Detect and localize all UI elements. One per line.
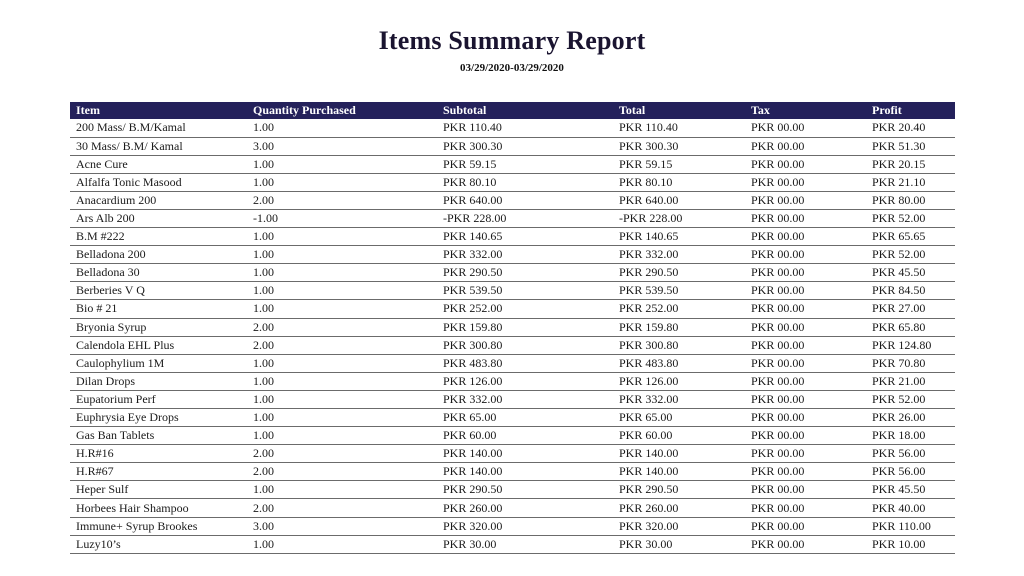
- cell-subtotal: PKR 260.00: [437, 499, 613, 517]
- table-row: [70, 264, 955, 282]
- cell-quantity: 1.00: [247, 264, 437, 282]
- cell-tax: PKR 00.00: [745, 499, 866, 517]
- cell-total: PKR 140.65: [613, 228, 745, 246]
- cell-item: Acne Cure: [70, 155, 247, 173]
- cell-subtotal: PKR 640.00: [437, 191, 613, 209]
- cell-quantity: 1.00: [247, 427, 437, 445]
- cell-quantity: 2.00: [247, 499, 437, 517]
- cell-item: B.M #222: [70, 228, 247, 246]
- cell-subtotal: PKR 140.00: [437, 445, 613, 463]
- cell-profit: PKR 45.50: [866, 481, 955, 499]
- cell-subtotal: PKR 110.40: [437, 119, 613, 137]
- cell-subtotal: PKR 320.00: [437, 517, 613, 535]
- cell-quantity: 1.00: [247, 246, 437, 264]
- cell-tax: PKR 00.00: [745, 228, 866, 246]
- cell-subtotal: PKR 140.00: [437, 463, 613, 481]
- cell-item: Ars Alb 200: [70, 209, 247, 227]
- cell-quantity: 1.00: [247, 390, 437, 408]
- cell-quantity: 1.00: [247, 173, 437, 191]
- cell-quantity: 2.00: [247, 318, 437, 336]
- cell-item: Bryonia Syrup: [70, 318, 247, 336]
- cell-total: PKR 30.00: [613, 535, 745, 553]
- cell-subtotal: PKR 126.00: [437, 372, 613, 390]
- table-row: [70, 137, 955, 155]
- items-summary-table: [70, 102, 955, 554]
- cell-profit: PKR 52.00: [866, 390, 955, 408]
- table-row: [70, 228, 955, 246]
- cell-profit: PKR 56.00: [866, 463, 955, 481]
- column-header-subtotal: Subtotal: [443, 103, 487, 117]
- table-row: [70, 390, 955, 408]
- column-header-profit: Profit: [872, 103, 902, 117]
- cell-total: PKR 332.00: [613, 246, 745, 264]
- column-header-quantity-purchased: Quantity Purchased: [253, 103, 356, 117]
- cell-subtotal: PKR 252.00: [437, 300, 613, 318]
- cell-item: Berberies V Q: [70, 282, 247, 300]
- cell-subtotal: PKR 59.15: [437, 155, 613, 173]
- table-row: [70, 119, 955, 137]
- table-row: [70, 409, 955, 427]
- cell-tax: PKR 00.00: [745, 137, 866, 155]
- report-date-range: 03/29/2020-03/29/2020: [460, 62, 564, 74]
- cell-item: Belladona 200: [70, 246, 247, 264]
- cell-total: PKR 140.00: [613, 445, 745, 463]
- table-row: [70, 354, 955, 372]
- cell-tax: PKR 00.00: [745, 427, 866, 445]
- cell-quantity: 2.00: [247, 336, 437, 354]
- cell-tax: PKR 00.00: [745, 282, 866, 300]
- cell-quantity: 3.00: [247, 517, 437, 535]
- cell-profit: PKR 80.00: [866, 191, 955, 209]
- cell-tax: PKR 00.00: [745, 390, 866, 408]
- cell-total: PKR 252.00: [613, 300, 745, 318]
- cell-item: Luzy10’s: [70, 535, 247, 553]
- table-row: [70, 300, 955, 318]
- table-header-row: [70, 102, 955, 119]
- cell-item: 200 Mass/ B.M/Kamal: [70, 119, 247, 137]
- cell-total: PKR 260.00: [613, 499, 745, 517]
- table-row: [70, 209, 955, 227]
- cell-item: Alfalfa Tonic Masood: [70, 173, 247, 191]
- cell-profit: PKR 52.00: [866, 246, 955, 264]
- cell-profit: PKR 45.50: [866, 264, 955, 282]
- cell-tax: PKR 00.00: [745, 535, 866, 553]
- table-row: [70, 372, 955, 390]
- cell-tax: PKR 00.00: [745, 209, 866, 227]
- table-row: [70, 517, 955, 535]
- cell-tax: PKR 00.00: [745, 300, 866, 318]
- cell-profit: PKR 110.00: [866, 517, 955, 535]
- table-row: [70, 246, 955, 264]
- cell-quantity: 1.00: [247, 354, 437, 372]
- cell-profit: PKR 56.00: [866, 445, 955, 463]
- cell-profit: PKR 52.00: [866, 209, 955, 227]
- cell-item: Anacardium 200: [70, 191, 247, 209]
- cell-total: PKR 60.00: [613, 427, 745, 445]
- cell-quantity: 2.00: [247, 445, 437, 463]
- cell-subtotal: PKR 539.50: [437, 282, 613, 300]
- cell-item: Gas Ban Tablets: [70, 427, 247, 445]
- cell-tax: PKR 00.00: [745, 409, 866, 427]
- cell-item: Belladona 30: [70, 264, 247, 282]
- cell-item: 30 Mass/ B.M/ Kamal: [70, 137, 247, 155]
- cell-item: Eupatorium Perf: [70, 390, 247, 408]
- cell-total: PKR 59.15: [613, 155, 745, 173]
- cell-quantity: 3.00: [247, 137, 437, 155]
- cell-quantity: 2.00: [247, 191, 437, 209]
- cell-tax: PKR 00.00: [745, 463, 866, 481]
- cell-quantity: 1.00: [247, 228, 437, 246]
- cell-subtotal: PKR 300.30: [437, 137, 613, 155]
- cell-quantity: 1.00: [247, 535, 437, 553]
- cell-subtotal: PKR 290.50: [437, 264, 613, 282]
- table-row: [70, 318, 955, 336]
- cell-profit: PKR 40.00: [866, 499, 955, 517]
- cell-quantity: 1.00: [247, 300, 437, 318]
- cell-total: PKR 320.00: [613, 517, 745, 535]
- table-row: [70, 427, 955, 445]
- column-header-tax: Tax: [751, 103, 770, 117]
- cell-profit: PKR 18.00: [866, 427, 955, 445]
- cell-tax: PKR 00.00: [745, 173, 866, 191]
- table-row: [70, 445, 955, 463]
- cell-subtotal: PKR 483.80: [437, 354, 613, 372]
- cell-tax: PKR 00.00: [745, 445, 866, 463]
- cell-tax: PKR 00.00: [745, 372, 866, 390]
- table-row: [70, 191, 955, 209]
- items-summary-table-container: [70, 102, 955, 554]
- cell-subtotal: -PKR 228.00: [437, 209, 613, 227]
- cell-tax: PKR 00.00: [745, 155, 866, 173]
- cell-tax: PKR 00.00: [745, 191, 866, 209]
- table-row: [70, 481, 955, 499]
- cell-subtotal: PKR 30.00: [437, 535, 613, 553]
- cell-total: PKR 80.10: [613, 173, 745, 191]
- table-row: [70, 282, 955, 300]
- table-row: [70, 173, 955, 191]
- cell-item: H.R#67: [70, 463, 247, 481]
- cell-item: Horbees Hair Shampoo: [70, 499, 247, 517]
- cell-total: -PKR 228.00: [613, 209, 745, 227]
- cell-total: PKR 159.80: [613, 318, 745, 336]
- cell-profit: PKR 20.40: [866, 119, 955, 137]
- cell-tax: PKR 00.00: [745, 119, 866, 137]
- cell-quantity: 1.00: [247, 282, 437, 300]
- cell-item: Bio # 21: [70, 300, 247, 318]
- cell-item: Dilan Drops: [70, 372, 247, 390]
- cell-tax: PKR 00.00: [745, 336, 866, 354]
- cell-total: PKR 539.50: [613, 282, 745, 300]
- cell-profit: PKR 26.00: [866, 409, 955, 427]
- cell-tax: PKR 00.00: [745, 481, 866, 499]
- cell-item: Heper Sulf: [70, 481, 247, 499]
- cell-total: PKR 110.40: [613, 119, 745, 137]
- cell-profit: PKR 65.65: [866, 228, 955, 246]
- cell-profit: PKR 84.50: [866, 282, 955, 300]
- cell-total: PKR 300.80: [613, 336, 745, 354]
- cell-quantity: 1.00: [247, 119, 437, 137]
- cell-profit: PKR 20.15: [866, 155, 955, 173]
- cell-total: PKR 332.00: [613, 390, 745, 408]
- cell-quantity: 1.00: [247, 481, 437, 499]
- cell-total: PKR 300.30: [613, 137, 745, 155]
- cell-subtotal: PKR 159.80: [437, 318, 613, 336]
- report-title: Items Summary Report: [378, 26, 646, 55]
- cell-subtotal: PKR 60.00: [437, 427, 613, 445]
- cell-quantity: 1.00: [247, 372, 437, 390]
- cell-total: PKR 640.00: [613, 191, 745, 209]
- table-row: [70, 155, 955, 173]
- column-header-item: Item: [76, 103, 100, 117]
- cell-total: PKR 140.00: [613, 463, 745, 481]
- cell-subtotal: PKR 140.65: [437, 228, 613, 246]
- cell-subtotal: PKR 300.80: [437, 336, 613, 354]
- cell-quantity: 1.00: [247, 409, 437, 427]
- cell-quantity: 1.00: [247, 155, 437, 173]
- cell-tax: PKR 00.00: [745, 318, 866, 336]
- cell-total: PKR 290.50: [613, 481, 745, 499]
- cell-item: Euphrysia Eye Drops: [70, 409, 247, 427]
- cell-total: PKR 290.50: [613, 264, 745, 282]
- cell-profit: PKR 124.80: [866, 336, 955, 354]
- table-body: [70, 119, 955, 553]
- cell-tax: PKR 00.00: [745, 264, 866, 282]
- cell-subtotal: PKR 290.50: [437, 481, 613, 499]
- cell-profit: PKR 51.30: [866, 137, 955, 155]
- cell-profit: PKR 21.00: [866, 372, 955, 390]
- cell-tax: PKR 00.00: [745, 354, 866, 372]
- cell-item: Calendola EHL Plus: [70, 336, 247, 354]
- cell-subtotal: PKR 332.00: [437, 390, 613, 408]
- cell-profit: PKR 21.10: [866, 173, 955, 191]
- table-row: [70, 463, 955, 481]
- cell-quantity: -1.00: [247, 209, 437, 227]
- cell-profit: PKR 70.80: [866, 354, 955, 372]
- cell-tax: PKR 00.00: [745, 517, 866, 535]
- cell-profit: PKR 65.80: [866, 318, 955, 336]
- table-row: [70, 499, 955, 517]
- cell-total: PKR 126.00: [613, 372, 745, 390]
- cell-total: PKR 483.80: [613, 354, 745, 372]
- table-row: [70, 336, 955, 354]
- column-header-total: Total: [619, 103, 646, 117]
- cell-profit: PKR 10.00: [866, 535, 955, 553]
- cell-tax: PKR 00.00: [745, 246, 866, 264]
- cell-item: H.R#16: [70, 445, 247, 463]
- cell-subtotal: PKR 65.00: [437, 409, 613, 427]
- cell-item: Immune+ Syrup Brookes: [70, 517, 247, 535]
- cell-profit: PKR 27.00: [866, 300, 955, 318]
- table-row: [70, 535, 955, 553]
- cell-item: Caulophylium 1M: [70, 354, 247, 372]
- cell-quantity: 2.00: [247, 463, 437, 481]
- cell-total: PKR 65.00: [613, 409, 745, 427]
- cell-subtotal: PKR 80.10: [437, 173, 613, 191]
- cell-subtotal: PKR 332.00: [437, 246, 613, 264]
